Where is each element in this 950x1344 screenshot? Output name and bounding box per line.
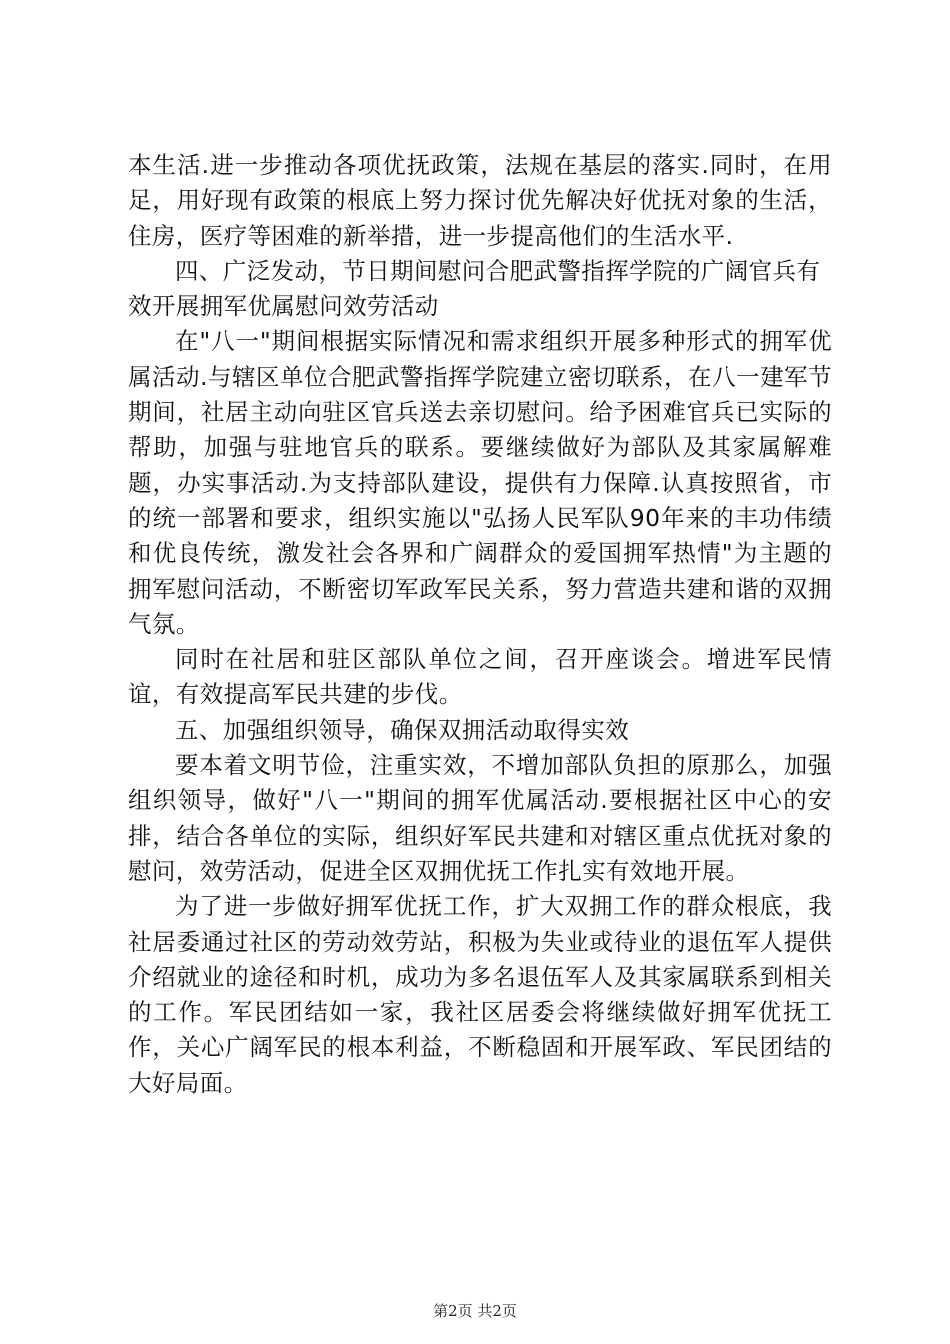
paragraph-organization: 要本着文明节俭，注重实效，不增加部队负担的原那么，加强组织领导，做好"八一"期间的拥军优属活动.要根据社区中心的安排，结合各单位的实际，组织好军民共建和对辖区重点优抚对象的慰问，效劳活动，促进全区双拥优抚工作扎实有效地开展。 bbox=[128, 751, 832, 885]
paragraph-employment: 为了进一步做好拥军优抚工作，扩大双拥工作的群众根底，我社居委通过社区的劳动效劳站，积极为失业或待业的退伍军人提供介绍就业的途径和时机，成功为多名退伍军人及其家属联系到相关的工作。军民团结如一家，我社区居委会将继续做好拥军优抚工作，关心广阔军民的根本利益，不断稳固和开展军政、军民团结的大好局面。 bbox=[128, 892, 832, 1097]
section-heading-five: 五、加强组织领导，确保双拥活动取得实效 bbox=[175, 715, 630, 744]
paragraph-bayi-activities: 在"八一"期间根据实际情况和需求组织开展多种形式的拥军优属活动.与辖区单位合肥武警指挥学院建立密切联系，在八一建军节期间，社居主动向驻区官兵送去亲切慰问。给予困难官兵已实际的帮助，加强与驻地官兵的联系。要继续做好为部队及其家属解难题，办实事活动.为支持部队建设，提供有力保障.认真按照省，市的统一部署和要求，组织实施以"弘扬人民军队90年来的丰功伟绩和优良传统，激发社会各界和广阔群众的爱国拥军热情"为主题的拥军慰问活动，不断密切军政军民关系，努力营造共建和谐的双拥气氛。 bbox=[128, 327, 832, 638]
paragraph-continuation: 本生活.进一步推动各项优抚政策，法规在基层的落实.同时，在用足，用好现有政策的根底上努力探讨优先解决好优抚对象的生活，住房，医疗等困难的新举措，进一步提高他们的生活水平. bbox=[128, 151, 832, 250]
document-body bbox=[128, 148, 832, 1101]
paragraph-symposium: 同时在社居和驻区部队单位之间，召开座谈会。增进军民情谊，有效提高军民共建的步伐。 bbox=[128, 645, 832, 709]
section-heading-four: 四、广泛发动，节日期间慰问合肥武警指挥学院的广阔官兵有效开展拥军优属慰问效劳活动 bbox=[128, 256, 821, 321]
page-number-footer: 第2页 共2页 bbox=[433, 1302, 517, 1320]
